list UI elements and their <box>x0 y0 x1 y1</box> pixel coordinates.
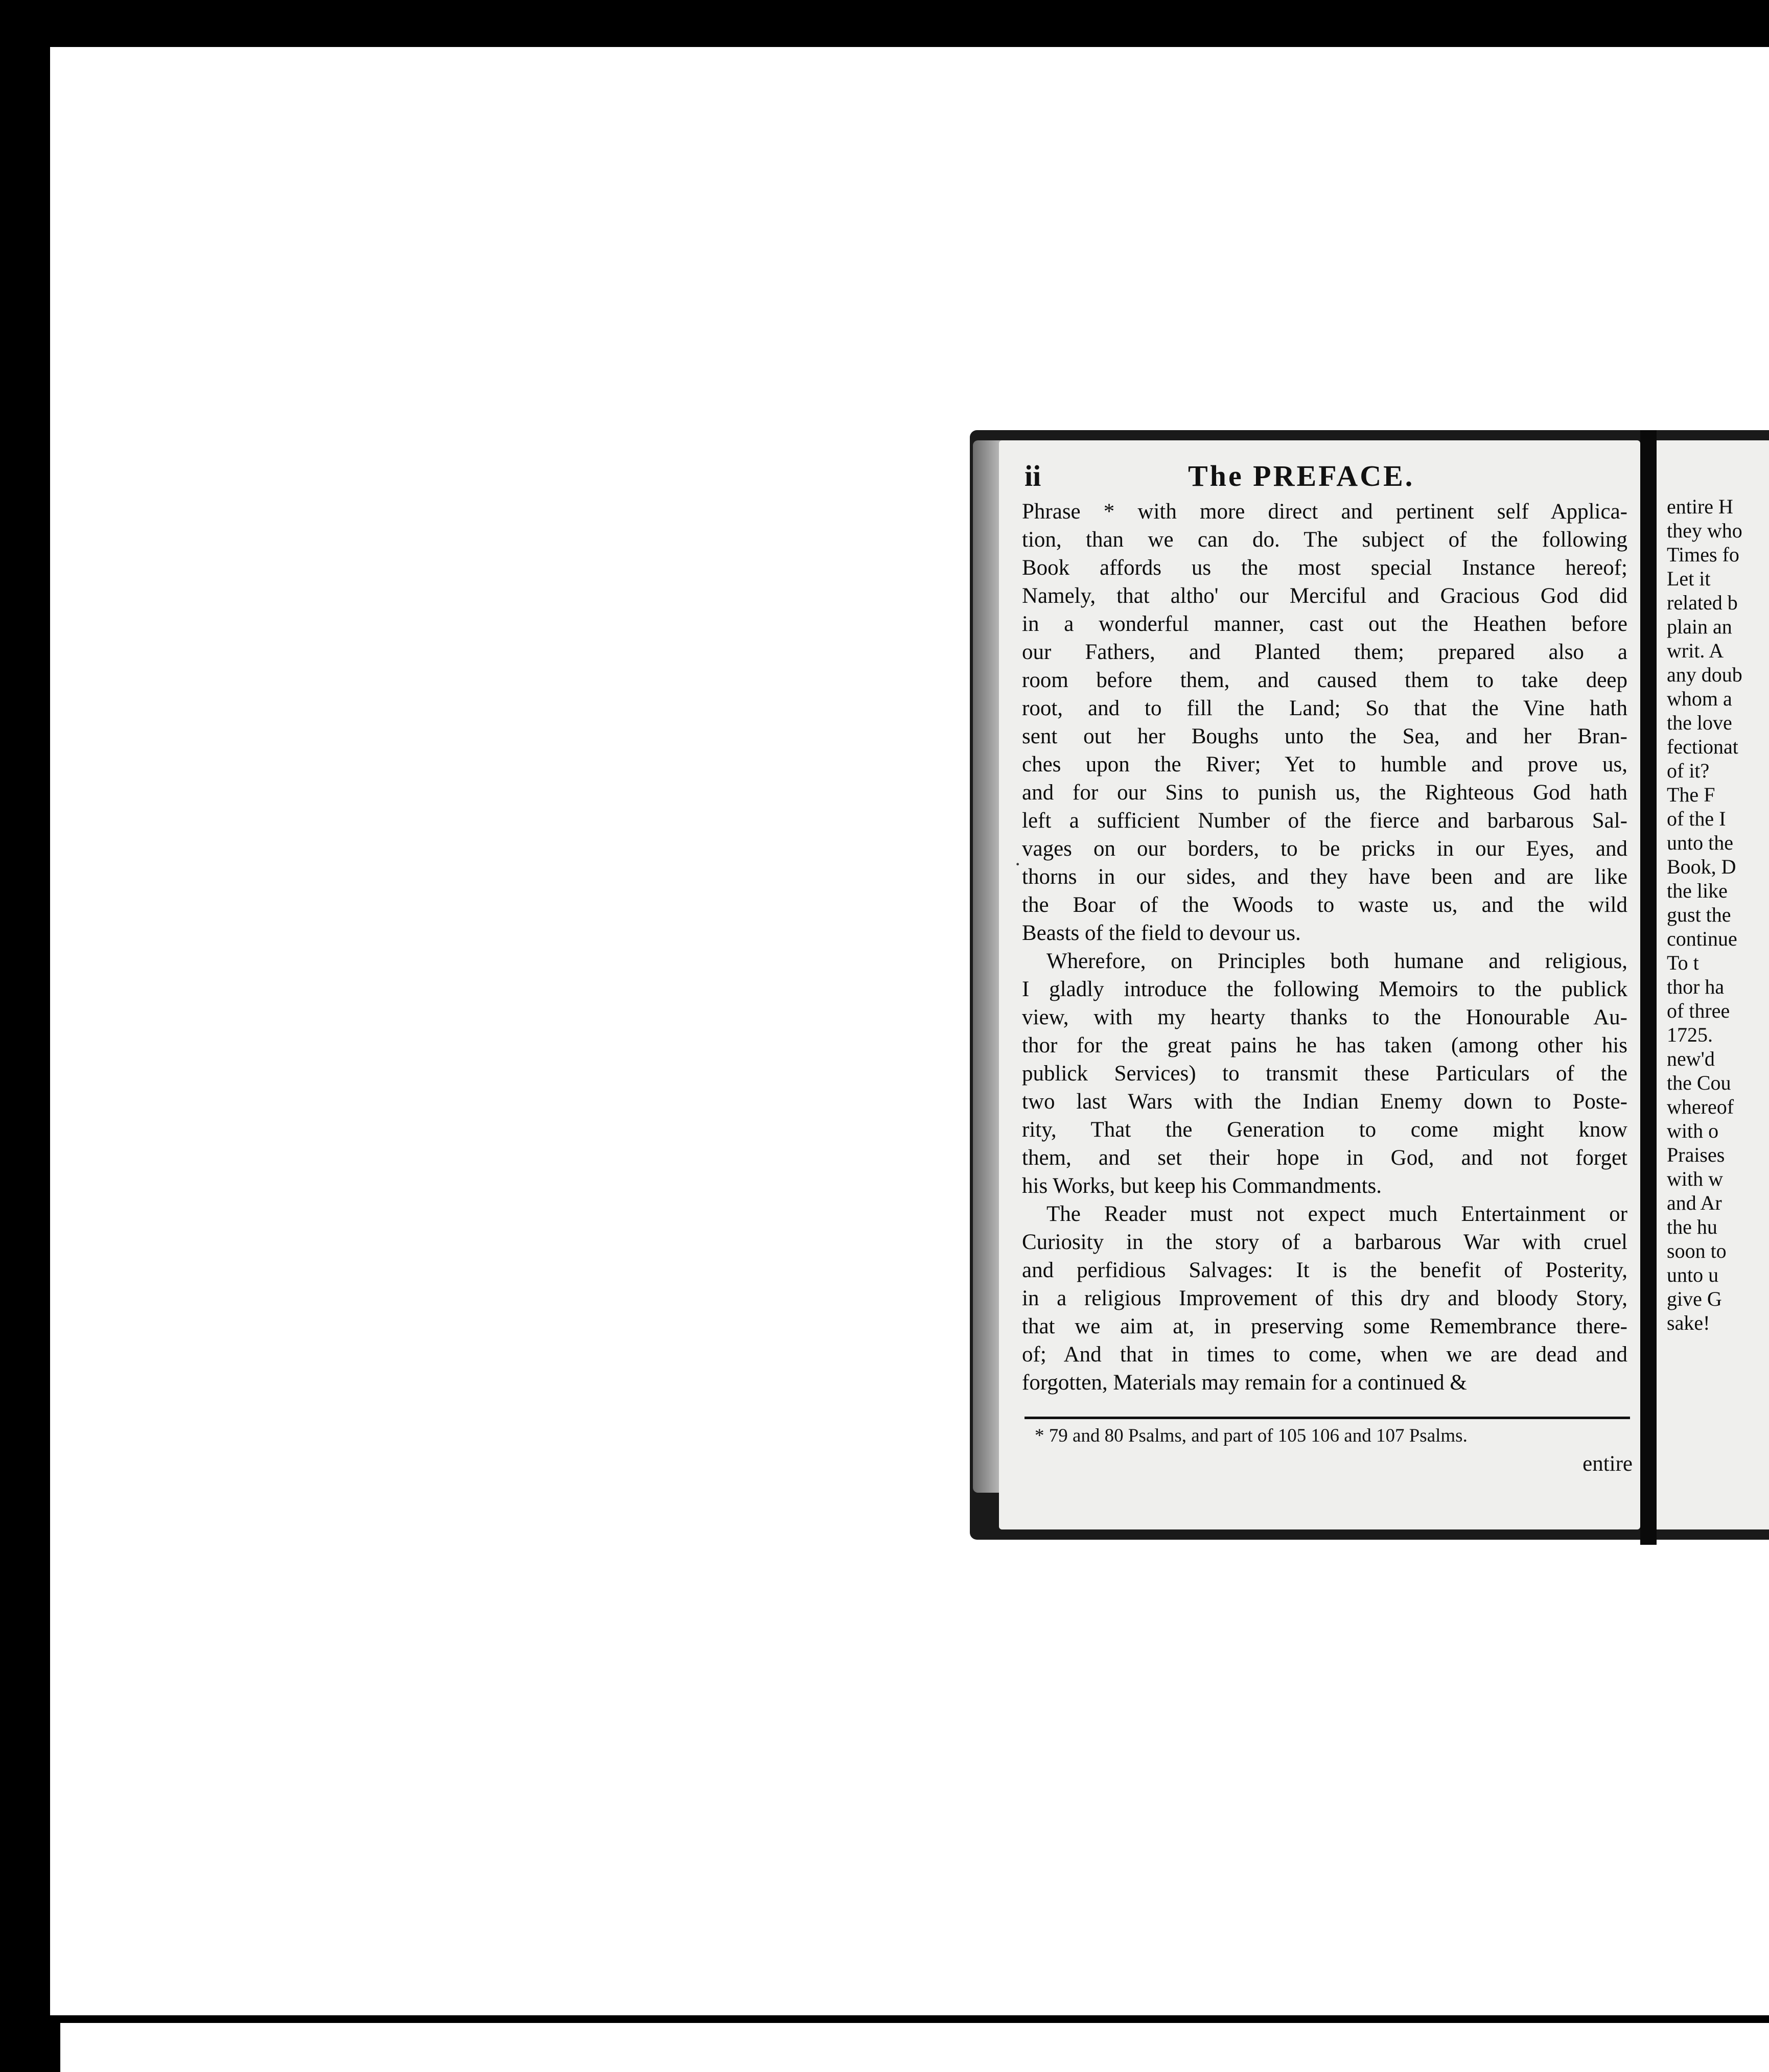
page-number: ii <box>1025 459 1041 492</box>
right-page-line: soon to <box>1667 1239 1727 1262</box>
text-line: Beasts of the field to devour us. <box>1022 921 1301 945</box>
right-page-line: writ. A <box>1667 639 1724 662</box>
text-line: sent out her Boughs unto the Sea, and her Bran- <box>1022 724 1627 748</box>
text-line: vages on our borders, to be pricks in our Eyes, and <box>1022 837 1627 861</box>
right-page-line: of the I <box>1667 807 1726 830</box>
right-page-line: unto the <box>1667 831 1733 854</box>
text-line: of; And that in times to come, when we are dead and <box>1022 1343 1627 1367</box>
right-page-line: sake! <box>1667 1311 1710 1334</box>
text-line: thorns in our sides, and they have been and are like <box>1022 865 1627 889</box>
right-page-line: whom a <box>1667 687 1732 710</box>
footnote: * 79 and 80 Psalms, and part of 105 106 and 107 Psalms. <box>1035 1425 1468 1446</box>
text-line: room before them, and caused them to take deep <box>1022 668 1627 692</box>
preface-body-text <box>1022 498 1627 1397</box>
right-page-line: The F <box>1667 783 1715 806</box>
text-line: and perfidious Salvages: It is the benefit of Posterity, <box>1022 1258 1627 1282</box>
right-page-line: whereof <box>1667 1095 1734 1118</box>
text-line: Curiosity in the story of a barbarous War with cruel <box>1022 1230 1627 1254</box>
right-page-line: plain an <box>1667 615 1732 638</box>
text-line: our Fathers, and Planted them; prepared also a <box>1022 640 1627 664</box>
text-line: that we aim at, in preserving some Remembrance there- <box>1022 1314 1627 1338</box>
right-page-line: Let it <box>1667 567 1711 590</box>
right-page-line: Book, D <box>1667 855 1736 878</box>
right-page-line: and Ar <box>1667 1191 1722 1214</box>
text-line: Wherefore, on Principles both humane and religious, <box>1046 949 1627 973</box>
text-line: and for our Sins to punish us, the Righteous God hath <box>1022 781 1627 805</box>
right-page-line: of it? <box>1667 759 1710 782</box>
text-line: in a wonderful manner, cast out the Heathen before <box>1022 612 1627 636</box>
right-page-line: Times fo <box>1667 543 1739 566</box>
right-page-text <box>1667 495 1769 1335</box>
right-page-line: the Cou <box>1667 1071 1731 1094</box>
right-page-line: the love <box>1667 711 1732 734</box>
text-line: in a religious Improvement of this dry and bloody Story, <box>1022 1286 1627 1310</box>
text-line: the Boar of the Woods to waste us, and the wild <box>1022 893 1627 917</box>
right-page-line: they who <box>1667 519 1742 542</box>
text-line: view, with my hearty thanks to the Honourable Au- <box>1022 1005 1627 1029</box>
text-line: left a sufficient Number of the fierce and barbarous Sal- <box>1022 809 1627 833</box>
book-gutter <box>1640 430 1657 1545</box>
text-line: The Reader must not expect much Entertainment or <box>1046 1202 1627 1226</box>
text-line: two last Wars with the Indian Enemy down to Poste- <box>1022 1090 1627 1114</box>
right-page-line: with o <box>1667 1119 1719 1142</box>
text-line: forgotten, Materials may remain for a continued & <box>1022 1371 1467 1395</box>
text-line: publick Services) to transmit these Particulars of the <box>1022 1062 1627 1086</box>
right-page-line: continue <box>1667 927 1737 950</box>
right-page-line: give G <box>1667 1287 1722 1310</box>
catchword: entire <box>1582 1452 1633 1476</box>
right-page-line: To t <box>1667 951 1699 974</box>
right-page-line: fectionat <box>1667 735 1738 758</box>
right-page-line: with w <box>1667 1167 1723 1190</box>
right-page-line: 1725. <box>1667 1023 1713 1046</box>
right-page-line: Praises <box>1667 1143 1725 1166</box>
right-page-line: the like <box>1667 879 1728 902</box>
right-page-line: thor ha <box>1667 975 1725 998</box>
scan-frame-left <box>0 0 50 2072</box>
text-line: Book affords us the most special Instance hereof; <box>1022 556 1627 580</box>
text-line: his Works, but keep his Commandments. <box>1022 1174 1382 1198</box>
right-page-line: unto u <box>1667 1263 1719 1286</box>
text-line: tion, than we can do. The subject of the following <box>1022 528 1627 552</box>
right-page-line: of three <box>1667 999 1730 1022</box>
margin-mark: · <box>1014 853 1021 876</box>
right-page-line: any doub <box>1667 663 1742 686</box>
right-page-line: new'd <box>1667 1047 1715 1070</box>
text-line: thor for the great pains he has taken (among other his <box>1022 1033 1627 1057</box>
page-title: The PREFACE. <box>1188 459 1415 492</box>
text-line: Namely, that altho' our Merciful and Gracious God did <box>1022 584 1627 608</box>
right-page-line: the hu <box>1667 1215 1717 1238</box>
text-line: Phrase * with more direct and pertinent self Applica- <box>1022 500 1627 524</box>
text-line: rity, That the Generation to come might know <box>1022 1118 1627 1142</box>
right-page-line: gust the <box>1667 903 1731 926</box>
text-line: them, and set their hope in God, and not forget <box>1022 1146 1627 1170</box>
scan-frame-bottom-margin <box>60 2023 1769 2072</box>
scan-frame-top <box>0 0 1769 47</box>
footnote-rule <box>1025 1417 1630 1419</box>
right-page-line: related b <box>1667 591 1738 614</box>
text-line: I gladly introduce the following Memoirs to the publick <box>1022 977 1627 1001</box>
text-line: root, and to fill the Land; So that the Vine hath <box>1022 696 1627 720</box>
text-line: ches upon the River; Yet to humble and prove us, <box>1022 752 1627 776</box>
right-page-line: entire H <box>1667 495 1733 518</box>
